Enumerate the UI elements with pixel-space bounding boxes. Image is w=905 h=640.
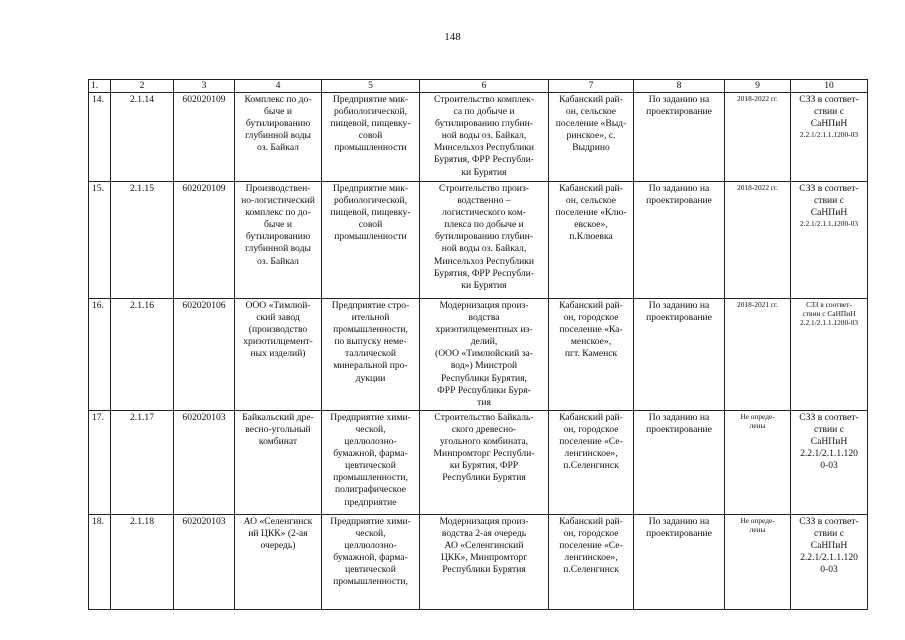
location-cell-line: п.Клюевка [569,231,613,243]
note-cell-line: ствии с [814,106,844,118]
location-cell-line: п.Селенгинск [563,460,619,472]
status-cell [634,410,725,514]
measure-cell-line: (ООО «Тимлюйский за- [435,348,533,360]
period-cell [725,182,791,299]
status-cell-line: проектирование [646,195,712,207]
status-cell [634,93,725,182]
header-cell-10: 10 [791,80,868,93]
location-cell [549,410,634,514]
note-small-line: 2.2.1/2.1.1.1200-03 [799,219,859,229]
code-cell: 2.1.16 [111,299,174,411]
id-cell: 602020109 [174,182,235,299]
enterprise-type-cell-line: по выпуску неме- [334,336,407,348]
header-cell-2: 2 [111,80,174,93]
table-row [89,182,868,299]
location-cell-line: он, сельское [565,195,617,207]
enterprise-type-cell [322,410,420,514]
measure-cell-line: Республики Бурятия, [441,372,527,384]
status-cell-line: По заданию на [648,411,710,423]
enterprise-type-cell-line: совой [358,219,383,231]
table-row [89,410,868,514]
code-cell: 2.1.17 [111,410,174,514]
object-cell-line: бутилированию [245,231,311,243]
row-number-cell: 18. [89,514,111,609]
location-cell [549,299,634,411]
location-cell-line: Кабанский рай- [559,183,623,194]
code-cell: 2.1.14 [111,93,174,182]
enterprise-type-cell [322,93,420,182]
object-cell-line: глубинной воды [245,130,311,142]
measure-cell [420,299,549,411]
measure-cell-line: водственно – [457,195,511,207]
object-cell-line: быче и [264,106,292,118]
note-cell-line: СЗЗ в соответ- [799,183,859,194]
enterprise-type-cell-line: цевтической [345,564,396,576]
location-cell [549,514,634,609]
location-cell-line: поселение «Ка- [559,324,623,336]
measure-cell-line: Республики Бурятия [442,564,526,576]
location-cell-line: поселение «Клю- [555,207,627,219]
header-cell-5: 5 [322,80,420,93]
status-cell-line: По заданию на [648,183,710,194]
object-cell-line: весно-угольный [245,423,311,435]
note-cell-line: 0-03 [820,564,838,576]
status-cell-line: По заданию на [648,300,710,311]
enterprise-type-cell-line: совой [358,130,383,142]
note-cell [791,182,868,299]
period-cell-line: 2018-2022 гг. [737,183,778,192]
location-cell-line: Кабанский рай- [559,94,623,105]
id-cell: 602020103 [174,514,235,609]
note-small-line: СЗЗ в соответ- [806,300,852,309]
location-cell-line: он, городское [563,527,619,539]
location-cell [549,182,634,299]
period-cell [725,93,791,182]
object-cell-line: Комплекс по до- [244,94,312,105]
note-small-line: 2.2.1/2.1.1.1200-03 [799,130,859,140]
location-cell-line: поселение «Се- [559,436,623,448]
enterprise-type-cell-line: промышленности, [333,472,408,484]
note-cell-line: СЗЗ в соответ- [799,515,859,527]
enterprise-type-cell-line: предприятие [344,496,397,508]
page-number: 148 [444,31,461,43]
object-cell-line: быче и [264,219,292,231]
measure-cell [420,93,549,182]
enterprise-type-cell-line: полиграфическое [335,484,406,496]
object-cell-line: ский завод [256,312,300,324]
header-cell-4: 4 [235,80,322,93]
status-cell-line: По заданию на [648,515,710,527]
enterprise-type-cell-line: промышленности [334,142,407,154]
id-cell: 602020103 [174,410,235,514]
enterprise-type-cell-line: пищевой, пищевку- [330,118,411,130]
period-cell-line: лены [749,421,766,431]
code-cell: 2.1.15 [111,182,174,299]
object-cell-line: бутилированию [245,118,311,130]
location-cell-line: Кабанский рай- [559,515,623,527]
status-cell-line: По заданию на [648,94,710,105]
status-cell-line: проектирование [646,106,712,118]
measure-cell-line: Модернизация произ- [439,300,529,311]
period-cell [725,514,791,609]
note-cell [791,514,868,609]
object-cell [235,93,322,182]
measure-cell-line: ЦКК», Минпромторг [440,552,528,564]
table-row [89,93,868,182]
header-cell-6: 6 [420,80,549,93]
note-cell-line: СаНПиН [810,207,848,219]
measure-cell [420,410,549,514]
measure-cell-line: Минпромторг Республи- [433,448,535,460]
measure-cell-line: АО «Селенгинский [444,540,524,552]
object-cell-line: Производствен- [245,183,311,194]
location-cell-line: пгт. Каменск [564,348,618,360]
object-cell-line: оз. Байкал [257,255,299,267]
id-cell: 602020106 [174,299,235,411]
header-cell-1: 1. [89,80,111,93]
period-cell-line: 2018-2021 гг. [737,300,778,309]
object-cell-line: Байкальский дре- [242,411,314,423]
note-cell-line: 2.2.1/2.1.1.120 [800,448,858,460]
location-cell [549,93,634,182]
row-number-cell: 16. [89,299,111,411]
note-cell-line: 0-03 [820,460,838,472]
measure-cell-line: ной воды оз. Байкал, [441,130,527,142]
period-cell [725,299,791,411]
measure-cell [420,514,549,609]
measure-cell-line: плекса по добыче и [444,219,524,231]
object-cell-line: глубинной воды [245,243,311,255]
object-cell-line: комплекс по до- [245,207,311,219]
row-number-cell: 15. [89,182,111,299]
note-cell-line: СаНПиН [810,436,848,448]
status-cell-line: проектирование [646,527,712,539]
note-small-line: ствии с СаНПиН [802,309,856,319]
note-cell-line: СаНПиН [810,540,848,552]
enterprise-type-cell-line: бумажной, фарма- [333,448,408,460]
enterprise-type-cell-line: Предприятие стро- [331,300,410,311]
row-number-cell: 14. [89,93,111,182]
note-cell-line: 2.2.1/2.1.1.120 [800,552,858,564]
measure-cell-line: бутилированию глубин- [435,231,533,243]
projects-table [88,79,868,610]
header-cell-7: 7 [549,80,634,93]
measure-cell-line: ки Бурятия, ФРР [449,460,519,472]
object-cell-line: оз. Байкал [257,142,299,154]
object-cell-line: но-логистический [241,195,315,207]
location-cell-line: поселение «Выд- [555,118,627,130]
object-cell-line: ий ЦКК» (2-ая [248,527,308,539]
measure-cell-line: ского древесно- [451,423,517,435]
enterprise-type-cell-line: дукции [355,372,386,384]
period-cell-line: Не опреде- [740,515,775,525]
measure-cell-line: хризотилцементных из- [435,324,533,336]
period-cell-line: лены [749,525,766,535]
note-cell-line: СаНПиН [810,118,848,130]
object-cell-line: хризотилцемент- [243,336,313,348]
enterprise-type-cell-line: Предприятие хими- [330,411,411,423]
period-cell-line: Не опреде- [740,411,775,421]
object-cell-line: ных изделий) [250,348,306,360]
measure-cell-line: ки Бурятия [461,279,507,291]
enterprise-type-cell [322,514,420,609]
enterprise-type-cell-line: таллической [344,348,397,360]
note-small-line: 2.2.1/2.1.1.1200-03 [799,318,859,328]
object-cell [235,299,322,411]
code-cell: 2.1.18 [111,514,174,609]
location-cell-line: ленгинское», [564,552,618,564]
table-header-row [89,80,868,93]
enterprise-type-cell-line: Предприятие хими- [330,515,411,527]
note-cell-line: ствии с [814,527,844,539]
enterprise-type-cell-line: ческой, [355,423,386,435]
location-cell-line: поселение «Се- [559,540,623,552]
note-cell [791,299,868,411]
table-row [89,299,868,411]
measure-cell-line: ФРР Республики Буря- [437,384,531,396]
row-number-cell: 17. [89,410,111,514]
enterprise-type-cell-line: промышленности, [333,324,408,336]
enterprise-type-cell-line: робиологической, [333,106,408,118]
measure-cell [420,182,549,299]
object-cell-line: АО «Селенгинск [243,515,313,527]
enterprise-type-cell-line: цевтической [345,460,396,472]
object-cell-line: (производство [248,324,308,336]
measure-cell-line: Модернизация произ- [439,515,529,527]
enterprise-type-cell-line: ческой, [355,527,386,539]
status-cell [634,299,725,411]
location-cell-line: он, сельское [565,106,617,118]
enterprise-type-cell-line: бумажной, фарма- [333,552,408,564]
note-cell-line: СЗЗ в соответ- [799,411,859,423]
status-cell [634,514,725,609]
enterprise-type-cell-line: Предприятие мик- [332,94,409,105]
period-cell [725,410,791,514]
location-cell-line: ринское», с. [566,130,616,142]
object-cell [235,182,322,299]
measure-cell-line: тия [477,396,491,408]
measure-cell-line: ки Бурятия [461,166,507,178]
measure-cell-line: Бурятия, ФРР Республи- [434,267,534,279]
measure-cell-line: Минсельхоз Республики [433,255,535,267]
measure-cell-line: логистического ком- [442,207,526,219]
period-cell-line: 2018-2022 гг. [737,94,778,103]
location-cell-line: Кабанский рай- [559,411,623,423]
enterprise-type-cell-line: минеральной про- [333,360,408,372]
measure-cell-line: Минсельхоз Республики [433,142,535,154]
measure-cell-line: ной воды оз. Байкал, [441,243,527,255]
header-cell-8: 8 [634,80,725,93]
status-cell [634,182,725,299]
measure-cell-line: бутилированию глубин- [435,118,533,130]
id-cell: 602020109 [174,93,235,182]
enterprise-type-cell-line: промышленности, [333,576,408,588]
enterprise-type-cell-line: робиологической, [333,195,408,207]
measure-cell-line: водства 2-ая очередь [441,527,527,539]
location-cell-line: он, городское [563,423,619,435]
enterprise-type-cell-line: пищевой, пищевку- [330,207,411,219]
measure-cell-line: вод») Минстрой [450,360,518,372]
location-cell-line: ленгинское», [564,448,618,460]
note-cell-line: ствии с [814,195,844,207]
enterprise-type-cell [322,299,420,411]
object-cell-line: ООО «Тимлюй- [245,300,311,311]
table-row [89,514,868,609]
location-cell-line: п.Селенгинск [563,564,619,576]
enterprise-type-cell-line: промышленности [334,231,407,243]
location-cell-line: менское», [570,336,612,348]
location-cell-line: он, городское [563,312,619,324]
header-cell-3: 3 [174,80,235,93]
measure-cell-line: са по добыче и [453,106,515,118]
measure-cell-line: Бурятия, ФРР Республи- [434,154,534,166]
status-cell-line: проектирование [646,423,712,435]
measure-cell-line: Строительство произ- [439,183,529,194]
enterprise-type-cell-line: целлюлозно- [344,436,397,448]
enterprise-type-cell-line: целлюлозно- [344,540,397,552]
location-cell-line: Кабанский рай- [559,300,623,311]
location-cell-line: евское», [574,219,608,231]
object-cell-line: очередь) [260,540,296,552]
note-cell [791,93,868,182]
enterprise-type-cell-line: Предприятие мик- [332,183,409,194]
object-cell [235,410,322,514]
object-cell-line: комбинат [258,436,298,448]
enterprise-type-cell-line: ительной [351,312,390,324]
note-cell-line: СЗЗ в соответ- [799,94,859,105]
note-cell-line: ствии с [814,423,844,435]
header-cell-9: 9 [725,80,791,93]
measure-cell-line: Строительство Байкаль- [434,411,534,423]
location-cell-line: Выдрино [572,142,610,154]
object-cell [235,514,322,609]
status-cell-line: проектирование [646,312,712,324]
measure-cell-line: угольного комбината, [439,436,529,448]
measure-cell-line: водства [468,312,500,324]
measure-cell-line: делий, [470,336,498,348]
enterprise-type-cell [322,182,420,299]
note-cell [791,410,868,514]
measure-cell-line: Республики Бурятия [442,472,526,484]
measure-cell-line: Строительство комплек- [434,94,534,105]
